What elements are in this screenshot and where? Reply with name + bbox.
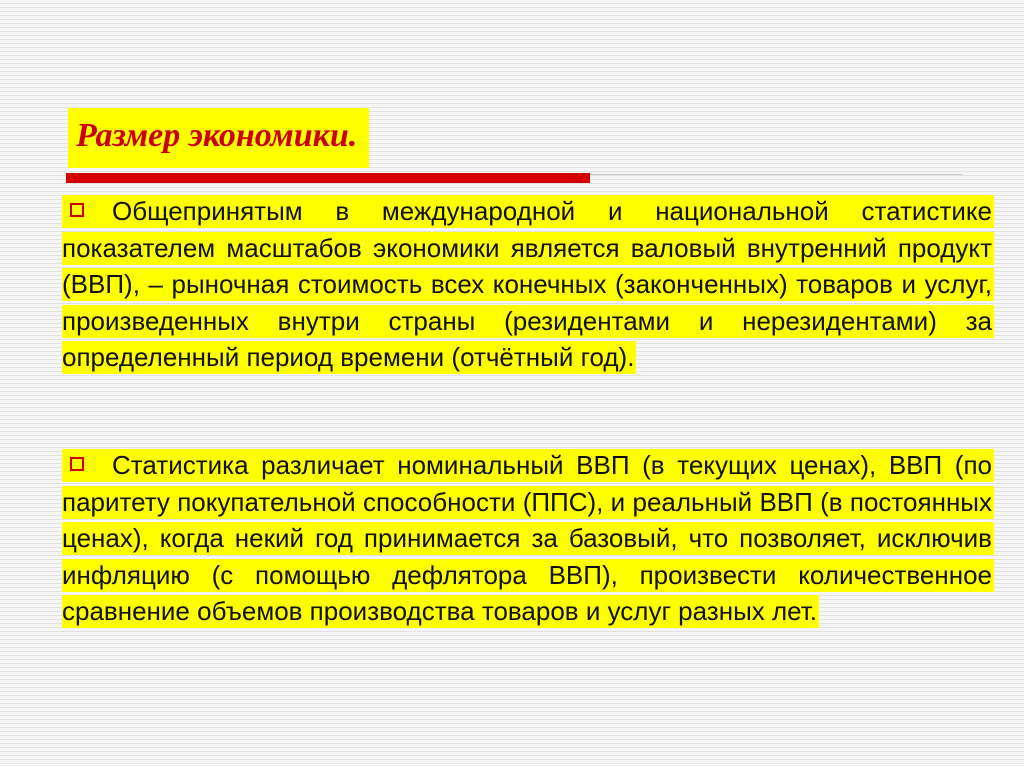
- paragraph-gdp-definition: [62, 193, 994, 376]
- square-bullet-icon: [70, 203, 84, 217]
- paragraph-gdp-types: [62, 447, 994, 630]
- title-underline-accent: [66, 173, 590, 183]
- slide-title: Размер экономики.: [68, 108, 369, 168]
- paragraph-text: Статистика различает номинальный ВВП (в текущих ценах), ВВП (по паритету покупательной способности (ППС), и реальный ВВП (в постоянных ценах), когда некий год принимается за базовый, что позволяет, исключив инфляцию (с помощью дефлятора ВВП), произвести количественное сравнение объемов производства товаров и услуг разных лет.: [62, 450, 992, 626]
- paragraph-highlight: [62, 449, 994, 628]
- paragraph-text: Общепринятым в международной и национальной статистике показателем масштабов экономики является валовый внутренний продукт (ВВП), – рыночная стоимость всех конечных (законченных) товаров и услуг, произведенных внутри страны (резидентами и нерезидентами) за определенный период времени (отчётный год).: [62, 196, 992, 372]
- square-bullet-icon: [70, 457, 84, 471]
- paragraph-highlight: [62, 195, 994, 374]
